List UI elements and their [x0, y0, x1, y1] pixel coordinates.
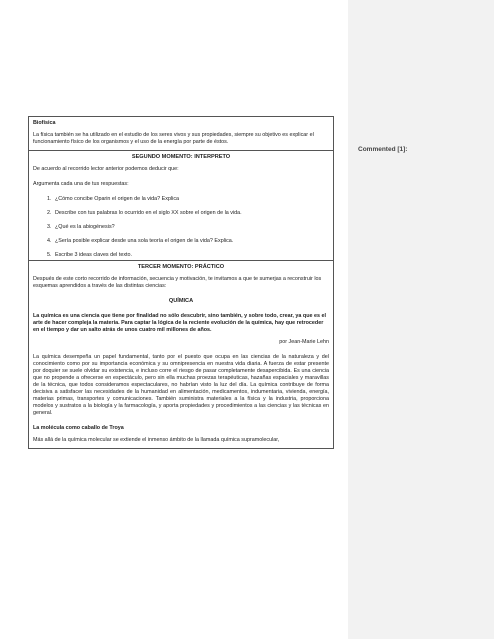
question-item: 5. Escribe 3 ideas claves del texto.: [53, 252, 329, 259]
quimica-quote: La química es una ciencia que tiene por finalidad no sólo descubrir, sino también, y sobre todo, crear, ya que es el arte de hacer compleja la materia. Para captar la lógica de la reciente evolución de la química, hay que retroceder en el tiempo y dar un salto atrás de unos cuatro mil millones de años.: [33, 313, 326, 333]
segundo-intro: De acuerdo al recorrido lector anterior podemos deducir que:: [33, 166, 179, 172]
biofisica-title: Biofísica: [33, 120, 56, 126]
molecula-text: Más allá de la química molecular se extiende el inmenso ámbito de la llamada química supramolecular,: [33, 437, 280, 443]
tercer-heading: TERCER MOMENTO: PRÁCTICO: [137, 264, 225, 270]
question-item: 2. Describe con tus palabras lo ocurrido en el siglo XX sobre el origen de la vida.: [53, 210, 329, 217]
question-item: 3. ¿Qué es la abiogénesis?: [53, 224, 329, 231]
quimica-title: QUÍMICA: [168, 298, 194, 304]
biofisica-section: [28, 116, 334, 151]
segundo-momento-section: [28, 151, 334, 261]
segundo-instruction: Argumenta cada una de tus respuestas:: [33, 181, 129, 187]
question-item: 1. ¿Cómo concibe Oparin el origen de la vida? Explica: [53, 196, 329, 203]
biofisica-text: La física también se ha utilizado en el estudio de los seres vivos y sus propiedades, siempre su objetivo es explicar el funcionamiento físico de los organismos y el uso de la energía por parte de éstos.: [33, 132, 314, 145]
comment-label: Commented [1]:: [358, 146, 408, 153]
questions-list: [33, 196, 329, 259]
document-page: [28, 116, 334, 449]
segundo-heading: SEGUNDO MOMENTO: INTERPRETO: [131, 154, 231, 160]
tercer-intro: Después de este corto recorrido de información, secuencia y motivación, te invitamos a que te sumerjas a reconstruir los esquemas aprendidos a través de las distintas ciencias:: [33, 276, 322, 289]
tercer-momento-section: [28, 261, 334, 449]
question-item: 4. ¿Sería posible explicar desde una sola teoría el origen de la vida? Explica.: [53, 238, 329, 245]
quimica-paragraph: La química desempeña un papel fundamental, tanto por el puesto que ocupa en las ciencias de la naturaleza y del conocimiento como por su importancia económica y su omnipresencia en nuestra vida diaria. A fuerza de estar presente por doquier se suele olvidar su existencia, e incluso corre el riesgo de pasar completamente desapercibida. Es una ciencia que no propende a ofrecerse en espectáculo, pero sin ella muchas proezas terapéuticas, hazañas espaciales y maravillas de la técnica, que todos consideramos espectaculares, no habrían visto la luz del día. La química contribuye de forma decisiva a satisfacer las necesidades de la humanidad en alimentación, medicamentos, indumentaria, vivienda, energía, materias primas, transportes y comunicaciones. También suministra materiales a la física y la industria, proporciona modelos y sustratos a la biología y la farmacología, y aporta propiedades y procedimientos a las ciencias y las técnicas en general.: [33, 354, 329, 416]
quote-author: por Jean-Marie Lehn: [279, 339, 329, 345]
molecula-subheading: La molécula como caballo de Troya: [33, 425, 124, 431]
comment-panel: [348, 0, 494, 639]
